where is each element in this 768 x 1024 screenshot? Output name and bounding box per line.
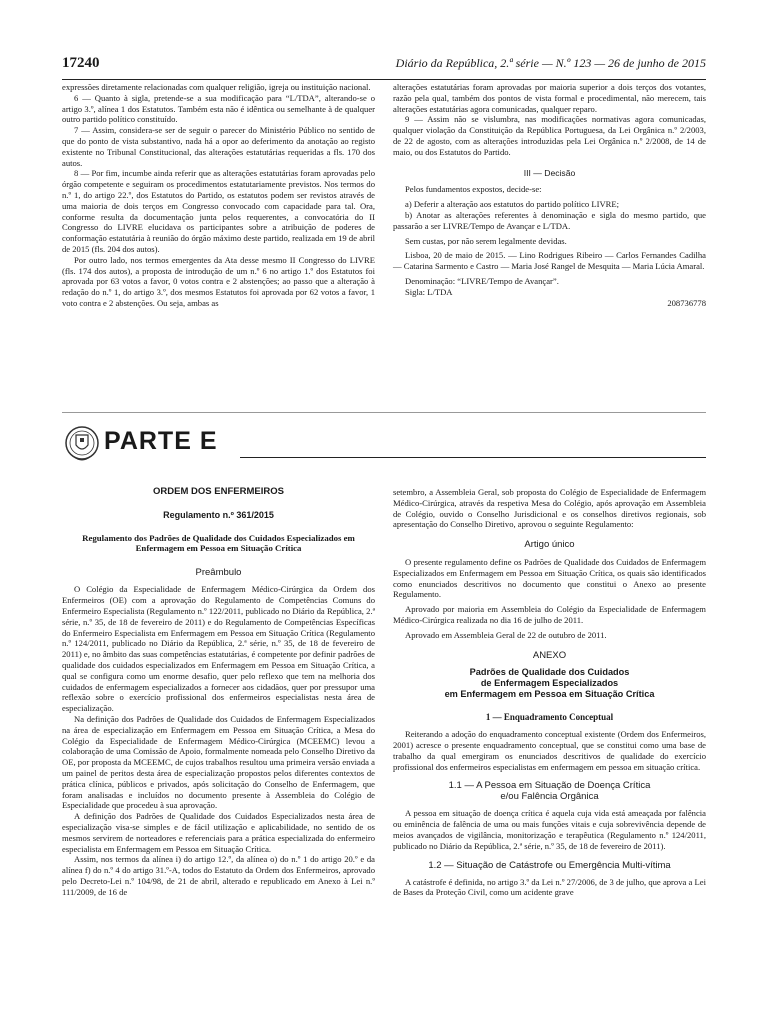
paragraph: Sem custas, por não serem legalmente devidas. — [405, 235, 567, 246]
paragraph: O presente regulamento define os Padrões de Qualidade dos Cuidados de Enfermagem Especializados em Enfermagem em Pessoa em Situação Crítica, os quais são identificados como enunciados descritivos no documento que constitui o Anexo ao presente Regulamento. — [393, 556, 706, 600]
coat-of-arms-icon — [64, 423, 100, 465]
paragraph: A pessoa em situação de doença crítica é aquela cuja vida está ameaçada por falência ou eminência de falência de uma ou mais funções vitais e cuja sobrevivência depende de meios avançados de vigilância, monitorização e terapêutica (Regulamento n.º 124/2011, publicado no Diário da República, 2.ª série, n.º 35, de 18 de fevereiro de 2011). — [393, 808, 706, 851]
page-header — [62, 55, 706, 80]
parte-band — [62, 412, 706, 473]
heading-line: e/ou Falência Orgânica — [500, 791, 599, 803]
parte-rule — [240, 457, 706, 458]
paragraph: A catástrofe é definida, no artigo 3.º da Lei n.º 27/2006, de 3 de julho, que aprova a Lei de Bases da Proteção Civil, como um acidente grave — [393, 876, 706, 898]
sigla: Sigla: L/TDA — [405, 286, 453, 297]
paragraph: Pelos fundamentos expostos, decide-se: — [405, 184, 542, 195]
paragraph: Na definição dos Padrões de Qualidade dos Cuidados de Enfermagem Especializados na área de especialização em Enfermagem em Pessoa em Situação Crítica, a Mesa do Colégio da Especialidade de Enfermagem Médico-Cirúrgica (MCEEMC) levou a colaboração de uma Comissão de Apoio, formalmente nomeada pelo Conselho Diretivo da OE, por proposta da MCEEMC, de cujos trabalhos resultou uma primeira versão enviada a um painel de peritos desta área de especialização propostos pelos diferentes contextos de prática clínica, públicos e privados, após solicitação do Conselho de Enfermagem, que foram analisadas e incluídos no documento presente à Assembleia do Colégio de Especialidade que procedeu à sua aprovação. — [62, 713, 375, 811]
heading-line: 1.1 — A Pessoa em Situação de Doença Crítica — [448, 780, 651, 792]
organization-heading: ORDEM DOS ENFERMEIROS — [153, 486, 284, 497]
denomination: Denominação: “LIVRE/Tempo de Avançar”. — [405, 275, 559, 286]
decision-item-a: a) Deferir a alteração aos estatutos do partido político LIVRE; — [405, 199, 620, 210]
paragraph: Assim, nos termos da alínea i) do artigo 12.º, da alínea o) do n.º 1 do artigo 20.º e da alínea f) do n.º 4 do artigo 31.º-A, todos do Estatuto da Ordem dos Enfermeiros, aprovado pelo Decreto-Lei n.º 104/98, de 21 de abril, alterado e republicado em Anexo à Lei n.º 111/2009, de 16 de — [62, 854, 375, 897]
anexo-heading: ANEXO — [532, 649, 567, 661]
section-1-1-heading — [393, 780, 706, 802]
paragraph: 8 — Por fim, incumbe ainda referir que as alterações estatutárias foram aprovadas pelo órgão competente e seguiram os procedimentos estatutariamente previstos. Nos termos do n.º 1, do artigo 22.º, dos Estatutos do Partido, os estatutos podem ser revistos através de uma maioria de dois terços em Congresso convocado com capacidade para tal. Ora, conforme resulta da documentação junta pelos requerentes, a convocatória do II Congresso do LIVRE elucidava os participantes sobre a atribuição de poderes de conformação estatutária à reunião do órgão máximo deste partido, realizada em 19 de abril de 2015 (fls. 204 dos autos). — [62, 168, 375, 254]
section-1-heading: 1 — Enquadramento Conceptual — [485, 712, 614, 723]
paragraph: 7 — Assim, considera-se ser de seguir o parecer do Ministério Público no sentido de que do ponto de vista substantivo, nada há a opor ao deferimento da anotação ao registo existente no Tribunal Constitucional, das alterações estatutárias requeridas a fls. 170 dos autos. — [62, 125, 375, 168]
paragraph: expressões diretamente relacionadas com qualquer religião, igreja ou instituição nacional. — [62, 82, 371, 92]
preamble-heading: Preâmbulo — [195, 566, 242, 578]
regulation-heading: Regulamento n.º 361/2015 — [163, 509, 274, 520]
upper-left-column — [62, 82, 375, 309]
lower-right-column — [393, 487, 706, 898]
anexo-title-line: de Enfermagem Especializados — [480, 678, 619, 689]
section-heading: III — Decisão — [523, 167, 576, 178]
parte-title: PARTE E — [104, 427, 218, 455]
page-number: 17240 — [62, 55, 100, 71]
paragraph: 6 — Quanto à sigla, pretende-se a sua modificação para “L/TDA”, alterando-se o artigo 3.º, alínea 1 dos Estatutos. Também esta não é idêntica ou semelhante à de qualquer outro partido político constituído. — [62, 92, 375, 125]
decision-item-b: b) Anotar as alterações referentes à denominação e sigla do mesmo partido, que passarão a ser LIVRE/Tempo de Avançar e L/TDA. — [393, 209, 706, 231]
section-1-2-heading: 1.2 — Situação de Catástrofe ou Emergência Multi-vítima — [428, 859, 671, 871]
regulation-subtitle: Regulamento dos Padrões de Qualidade dos Cuidados Especializados em Enfermagem em Pessoa em Situação Crítica — [82, 532, 355, 554]
anexo-title — [393, 667, 706, 700]
signature-line: Lisboa, 20 de maio de 2015. — Lino Rodrigues Ribeiro — Carlos Fernandes Cadilha — Catarina Sarmento e Castro — Maria José Rangel de Mesquita — Maria Lúcia Amaral. — [393, 250, 706, 272]
paragraph: setembro, a Assembleia Geral, sob proposta do Colégio de Especialidade de Enfermagem Médico-Cirúrgica, através da respetiva Mesa do Colégio, após aprovação em Assembleia de Colégio, ouvido o Conselho Jurisdicional e os conselhos diretivos regionais, sob apresentação do Conselho Diretivo, aprovou o seguinte Regulamento: — [393, 487, 706, 530]
artigo-heading: Artigo único — [524, 539, 575, 551]
paragraph: Reiterando a adoção do enquadramento conceptual existente (Ordem dos Enfermeiros, 2001) acresce o presente enquadramento conceptual, que se constitui como uma base de trabalho da qual emergiram os enunciados descritivos de qualidade do exercício profissional dos enfermeiros especialistas em enfermagem em pessoa em situação crítica. — [393, 729, 706, 772]
document-number: 208736778 — [667, 297, 706, 308]
anexo-title-line: em Enfermagem em Pessoa em Situação Crítica — [444, 689, 655, 700]
journal-title: Diário da República, 2.ª série — N.º 123 — 26 de junho de 2015 — [395, 56, 706, 70]
paragraph: Aprovado em Assembleia Geral de 22 de outubro de 2011. — [405, 629, 607, 640]
paragraph: A definição dos Padrões de Qualidade dos Cuidados Especializados nesta área de especialização visa-se simples e de fácil utilização e aplicabilidade, no sentido de os mesmos servirem de norteadores e referenciais para a prática especializada do enfermeiro especialista em Enfermagem em Pessoa em Situação Crítica. — [62, 811, 375, 854]
upper-right-column — [393, 82, 706, 308]
paragraph: Por outro lado, nos termos emergentes da Ata desse mesmo II Congresso do LIVRE (fls. 174 dos autos), a proposta de introdução de um n.º 6 no artigo 1.º dos Estatutos foi aprovada por 63 votos a favor, 0 votos contra e 2 abstenções; ao passo que a alteração à redação do n.º 1, do artigo 3.º, dos mesmos Estatutos foi aprovada por 62 votos a favor, 1 voto contra e 2 abstenções. Ou seja, ambas as — [62, 254, 375, 308]
paragraph: alterações estatutárias foram aprovadas por maioria superior a dois terços dos votantes, razão pela qual, também dos pontos de vista formal e procedimental, não merecem, tais alterações estatutárias agora comunicadas, qualquer reparo. — [393, 82, 706, 114]
lower-left-column — [62, 487, 375, 898]
paragraph: O Colégio da Especialidade de Enfermagem Médico-Cirúrgica da Ordem dos Enfermeiros (OE) com a aprovação do Regulamento de Competências Comuns do Enfermeiro Especialista (Regulamento n.º 122/2011, publicado no Diário da República, 2.ª série, n.º 35, de 18 de fevereiro de 2011) e do Regulamento de Competências Específicas do Enfermeiro Especialista em Enfermagem em Pessoa em Situação Crítica (Regulamento n.º 124/2011, publicado no Diário da República, 2.ª série, n.º 35, de 18 de fevereiro de 2011) e, no âmbito das suas competências estatutárias, é competente por definir padrões de qualidade dos cuidados especializados em Enfermagem em Pessoa em Situação Crítica, a qual se configura como um enorme desafio, quer pelo reflexo que tem na melhoria dos cuidados de enfermagem especializados a fornecer aos cidadãos, quer por pressupor uma reflexão sobre o exercício profissional dos enfermeiros especialistas nesta área de especialização. — [62, 584, 375, 714]
paragraph: Aprovado por maioria em Assembleia do Colégio da Especialidade de Enfermagem Médico-Cirúrgica realizada no dia 16 de julho de 2011. — [393, 604, 706, 625]
paragraph: 9 — Assim não se vislumbra, nas modificações normativas agora comunicadas, qualquer violação da Constituição da República Portuguesa, da Lei Orgânica n.º 2/2003, de 22 de agosto, com as alterações introduzidas pela Lei Orgânica n.º 2/2008, de 14 de maio, ou dos Estatutos do Partido. — [393, 114, 706, 157]
anexo-title-line: Padrões de Qualidade dos Cuidados — [469, 667, 630, 678]
